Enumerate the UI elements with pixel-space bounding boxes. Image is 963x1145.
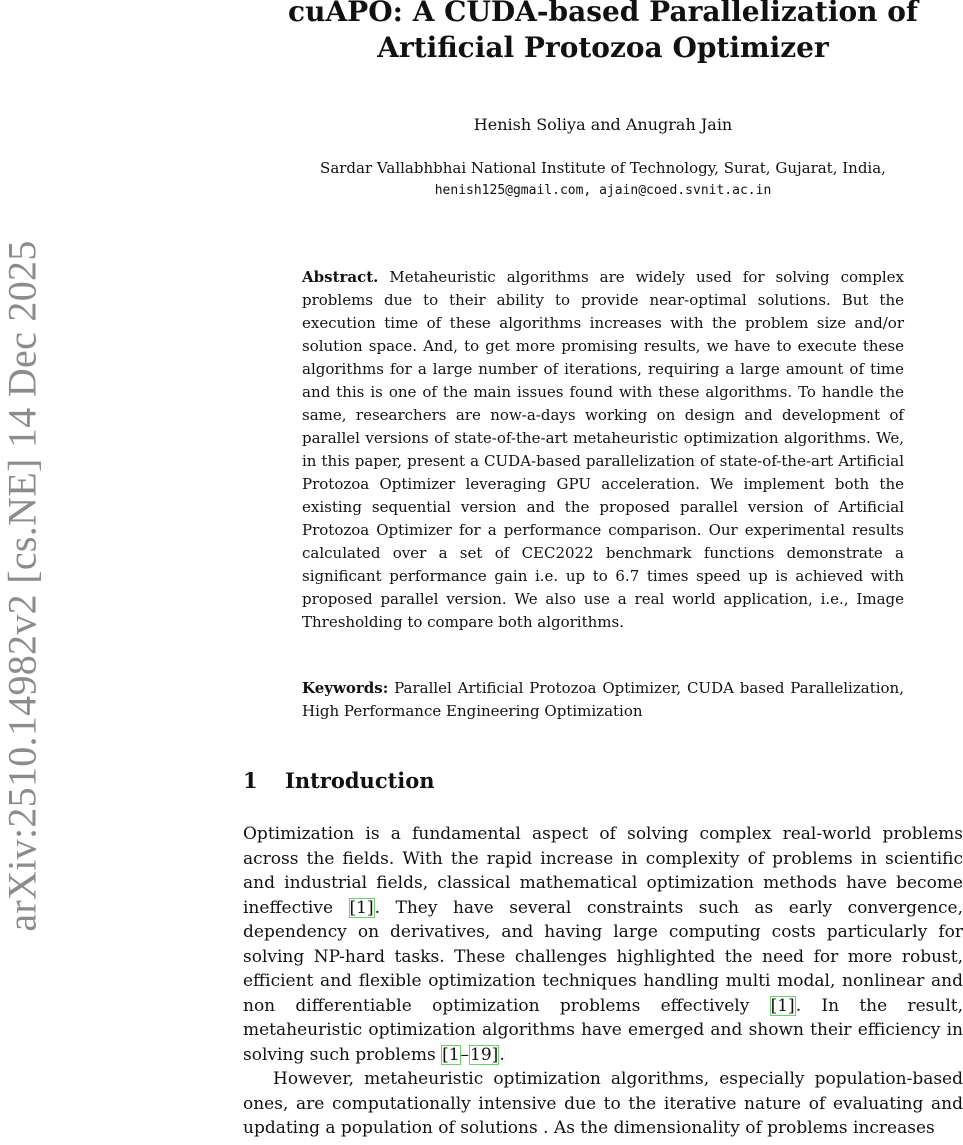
keywords (302, 677, 904, 723)
section-title: Introduction (285, 768, 435, 793)
abstract (302, 266, 904, 634)
citation-link[interactable]: 19] (470, 1044, 499, 1065)
paragraph-text: Optimization is a fundamental aspect of solving complex real-world problems across the fields. With the rapid increase in complexity of problems in scientific and industrial fields, classical mathematical optimization methods have become ineffective (243, 824, 963, 918)
title-line-1: cuAPO: A CUDA-based Parallelization of (288, 0, 918, 28)
intro-paragraph-1 (243, 822, 963, 1067)
keywords-label: Keywords: (302, 679, 389, 697)
introduction-body (243, 822, 963, 1141)
section-number: 1 (243, 768, 258, 793)
citation-link[interactable]: [1 (442, 1044, 460, 1065)
author-affiliation: Sardar Vallabhbhai National Institute of Technology, Surat, Gujarat, India, (320, 159, 886, 177)
paragraph-text: . They have several constraints such as early convergence, dependency on derivatives, and having large computing costs particularly for solving NP-hard tasks. These challenges highlighted the need for more robust, efficient and flexible optimization techniques handling multi modal, nonlinear and non differentiable optimization problems effectively (243, 897, 963, 1016)
citation-range-dash: – (460, 1044, 470, 1065)
keywords-text: Parallel Artificial Protozoa Optimizer, CUDA based Parallelization, High Performance Engineering Optimization (302, 679, 904, 720)
arxiv-identifier-stamp (0, 0, 44, 1145)
arxiv-identifier-text: arXiv:2510.14982v2 [cs.NE] 14 Dec 2025 (0, 240, 45, 932)
abstract-label: Abstract. (302, 268, 379, 286)
citation-link[interactable]: [1] (770, 995, 795, 1016)
section-heading (243, 767, 435, 795)
author-emails: henish125@gmail.com, ajain@coed.svnit.ac.in (434, 183, 772, 198)
paper-title (243, 0, 963, 66)
intro-paragraph-2: However, metaheuristic optimization algorithms, especially population-based ones, are computationally intensive due to the iterative nature of evaluating and updating a population of solutions . As the dimensionality of problems increases (243, 1069, 963, 1138)
title-line-2: Artificial Protozoa Optimizer (377, 31, 829, 64)
author-names: Henish Soliya and Anugrah Jain (473, 115, 733, 134)
abstract-text: Metaheuristic algorithms are widely used for solving complex problems due to their ability to provide near-optimal solutions. But the execution time of these algorithms increases with the problem size and/or solution space. And, to get more promising results, we have to execute these algorithms for a large number of iterations, requiring a large amount of time and this is one of the main issues found with these algorithms. To handle the same, researchers are now-a-days working on design and development of parallel versions of state-of-the-art metaheuristic optimization algorithms. We, in this paper, present a CUDA-based parallelization of state-of-the-art Artificial Protozoa Optimizer leveraging GPU acceleration. We implement both the existing sequential version and the proposed parallel version of Artificial Protozoa Optimizer for a performance comparison. Our experimental results calculated over a set of CEC2022 benchmark functions demonstrate a significant performance gain i.e. up to 6.7 times speed up is achieved with proposed parallel version. We also use a real world application, i.e., Image Thresholding to compare both algorithms. (302, 268, 904, 631)
citation-link[interactable]: [1] (349, 897, 374, 918)
paragraph-text: . (499, 1044, 505, 1065)
paragraph-text: . In the result, metaheuristic optimization algorithms have emerged and shown their efficiency in solving such problems (243, 995, 963, 1065)
